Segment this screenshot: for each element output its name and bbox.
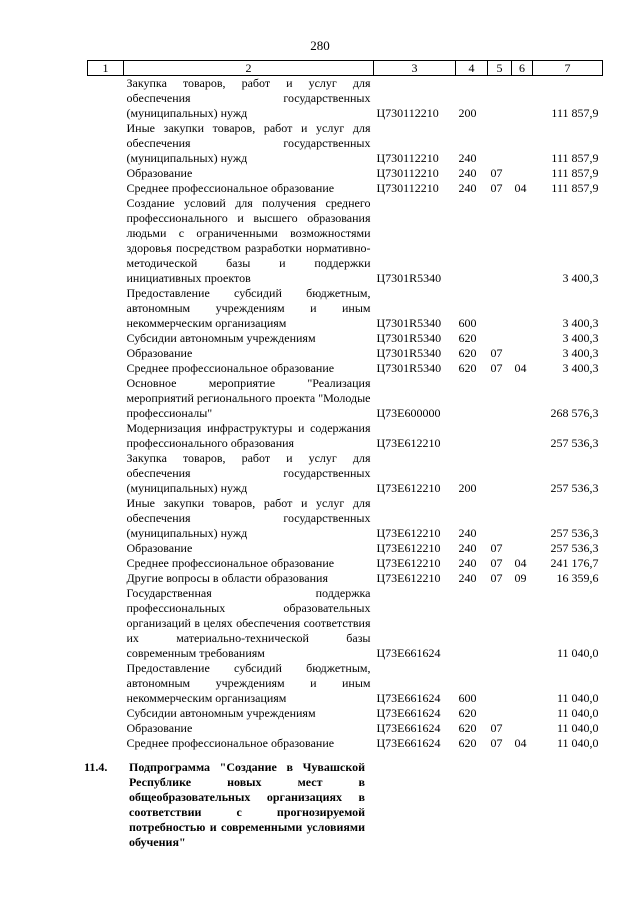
row-name: Закупка товаров, работ и услуг для обеспечения государственных (муниципальных) нужд [126, 451, 371, 495]
row-expense-type: 620 [458, 346, 477, 360]
row-target-code: Ц7301R5340 [376, 331, 442, 345]
row-subsection: 04 [514, 736, 527, 750]
table-row [88, 181, 603, 196]
row-subsection [512, 496, 533, 541]
column-header: 5 [488, 61, 512, 76]
row-section [488, 661, 512, 706]
row-expense-type: 620 [458, 361, 477, 375]
table-body [88, 76, 603, 752]
row-subsection [512, 121, 533, 166]
budget-table [87, 60, 603, 751]
row-number-cell [88, 706, 124, 721]
row-subsection [512, 661, 533, 706]
row-subsection [512, 166, 533, 181]
row-name: Иные закупки товаров, работ и услуг для обеспечения государственных (муниципальных) нужд [126, 121, 371, 165]
row-amount: 3 400,3 [562, 361, 599, 375]
row-section [488, 121, 512, 166]
row-amount: 16 359,6 [556, 571, 599, 585]
row-expense-type: 620 [458, 736, 477, 750]
row-section [488, 376, 512, 421]
row-subsection [512, 196, 533, 286]
row-target-code: Ц73Е612210 [376, 541, 441, 555]
row-subsection [512, 706, 533, 721]
row-amount: 268 576,3 [550, 406, 599, 420]
row-target-code: Ц7301R5340 [376, 316, 442, 330]
row-subsection: 04 [514, 556, 527, 570]
row-expense-type [456, 421, 488, 451]
row-name: Закупка товаров, работ и услуг для обеспечения государственных (муниципальных) нужд [126, 76, 371, 120]
row-target-code: Ц73Е661624 [376, 721, 441, 735]
row-section: 07 [490, 721, 503, 735]
row-expense-type: 600 [458, 316, 477, 330]
row-name: Модернизация инфраструктуры и содержания профессионального образования [126, 421, 371, 450]
row-section [488, 286, 512, 331]
table-row [88, 451, 603, 496]
row-name: Основное мероприятие "Реализация мероприятий регионального проекта "Молодые профессионалы" [126, 376, 371, 420]
row-subsection [512, 721, 533, 736]
row-section: 07 [490, 166, 503, 180]
row-expense-type: 200 [458, 106, 477, 120]
row-section: 07 [490, 736, 503, 750]
row-number-cell [88, 736, 124, 751]
row-subsection: 04 [514, 181, 527, 195]
row-amount: 3 400,3 [562, 271, 599, 285]
row-expense-type [456, 586, 488, 661]
row-target-code: Ц73Е661624 [376, 706, 441, 720]
row-number-cell [88, 331, 124, 346]
row-subsection: 09 [514, 571, 527, 585]
column-header: 3 [374, 61, 456, 76]
row-amount: 3 400,3 [562, 316, 599, 330]
row-subsection [512, 346, 533, 361]
table-row [88, 421, 603, 451]
subprogram-number: 11.4. [84, 760, 108, 774]
row-name: Субсидии автономным учреждениям [126, 331, 316, 345]
row-name: Образование [126, 166, 193, 180]
row-name: Субсидии автономным учреждениям [126, 706, 316, 720]
row-section [488, 196, 512, 286]
row-section: 07 [490, 181, 503, 195]
row-number-cell [88, 496, 124, 541]
row-number-cell [88, 121, 124, 166]
row-expense-type: 240 [458, 571, 477, 585]
row-amount: 111 857,9 [551, 166, 599, 180]
row-expense-type [456, 196, 488, 286]
row-target-code: Ц73Е612210 [376, 481, 441, 495]
row-number-cell [88, 661, 124, 706]
row-subsection [512, 451, 533, 496]
row-target-code: Ц7301R5340 [376, 361, 442, 375]
row-target-code: Ц73Е661624 [376, 691, 441, 705]
row-target-code: Ц730112210 [376, 106, 439, 120]
row-name: Среднее профессиональное образование [126, 736, 335, 750]
row-number-cell [88, 451, 124, 496]
row-name: Образование [126, 346, 193, 360]
row-amount: 241 176,7 [550, 556, 599, 570]
row-name: Другие вопросы в области образования [126, 571, 328, 585]
row-expense-type [456, 376, 488, 421]
row-subsection [512, 421, 533, 451]
table-row [88, 706, 603, 721]
table-row [88, 721, 603, 736]
row-amount: 111 857,9 [551, 151, 599, 165]
row-number-cell [88, 361, 124, 376]
row-section [488, 331, 512, 346]
row-target-code: Ц73Е661624 [376, 736, 441, 750]
row-number-cell [88, 721, 124, 736]
row-name: Образование [126, 541, 193, 555]
row-target-code: Ц73Е612210 [376, 556, 441, 570]
table-row [88, 376, 603, 421]
row-target-code: Ц730112210 [376, 166, 439, 180]
row-section [488, 496, 512, 541]
row-name: Предоставление субсидий бюджетным, автономным учреждениям и иным некоммерческим организациям [126, 661, 371, 705]
row-name: Среднее профессиональное образование [126, 556, 335, 570]
row-amount: 11 040,0 [556, 721, 599, 735]
row-amount: 257 536,3 [550, 526, 599, 540]
row-expense-type: 620 [458, 721, 477, 735]
table-row [88, 166, 603, 181]
row-number-cell [88, 181, 124, 196]
row-name: Образование [126, 721, 193, 735]
row-subsection [512, 586, 533, 661]
row-expense-type: 620 [458, 331, 477, 345]
row-target-code: Ц730112210 [376, 181, 439, 195]
row-name: Предоставление субсидий бюджетным, автономным учреждениям и иным некоммерческим организациям [126, 286, 371, 330]
row-target-code: Ц730112210 [376, 151, 439, 165]
row-target-code: Ц73Е600000 [376, 406, 441, 420]
table-row [88, 286, 603, 331]
row-section: 07 [490, 571, 503, 585]
row-subsection [512, 286, 533, 331]
row-expense-type: 620 [458, 706, 477, 720]
row-expense-type: 240 [458, 526, 477, 540]
row-subsection [512, 376, 533, 421]
row-name: Государственная поддержка профессиональных образовательных организаций в целях обеспечения соответствия их материально-технической базы современным требованиям [126, 586, 371, 660]
table-row [88, 346, 603, 361]
row-number-cell [88, 376, 124, 421]
row-subsection [512, 331, 533, 346]
row-amount: 257 536,3 [550, 481, 599, 495]
row-number-cell [88, 421, 124, 451]
row-amount: 111 857,9 [551, 181, 599, 195]
row-number-cell [88, 586, 124, 661]
table-row [88, 331, 603, 346]
row-section [488, 586, 512, 661]
row-section: 07 [490, 556, 503, 570]
row-name: Создание условий для получения среднего профессионального и высшего образования людьми с ограниченными возможностями здоровья посредством разработки нормативно-методической базы и поддержки инициативных проектов [126, 196, 371, 285]
row-target-code: Ц73Е612210 [376, 571, 441, 585]
row-expense-type: 240 [458, 181, 477, 195]
row-amount: 11 040,0 [556, 691, 599, 705]
row-expense-type: 240 [458, 541, 477, 555]
row-subsection [512, 76, 533, 122]
table-row [88, 736, 603, 751]
table-row [88, 361, 603, 376]
row-number-cell [88, 76, 124, 122]
table-row [88, 586, 603, 661]
row-number-cell [88, 196, 124, 286]
row-section [488, 421, 512, 451]
column-header: 7 [533, 61, 603, 76]
row-section: 07 [490, 541, 503, 555]
row-subsection: 04 [514, 361, 527, 375]
row-section: 07 [490, 361, 503, 375]
row-name: Иные закупки товаров, работ и услуг для обеспечения государственных (муниципальных) нужд [126, 496, 371, 540]
row-expense-type: 200 [458, 481, 477, 495]
table-row [88, 541, 603, 556]
row-number-cell [88, 541, 124, 556]
row-amount: 3 400,3 [562, 346, 599, 360]
table-row [88, 556, 603, 571]
page-number: 280 [310, 38, 330, 53]
table-header-row [88, 61, 603, 76]
row-amount: 3 400,3 [562, 331, 599, 345]
row-amount: 11 040,0 [556, 646, 599, 660]
row-expense-type: 240 [458, 151, 477, 165]
row-amount: 111 857,9 [551, 106, 599, 120]
row-amount: 257 536,3 [550, 541, 599, 555]
column-header: 4 [456, 61, 488, 76]
row-number-cell [88, 556, 124, 571]
table-row [88, 661, 603, 706]
table-row [88, 121, 603, 166]
row-number-cell [88, 286, 124, 331]
row-target-code: Ц73Е661624 [376, 646, 441, 660]
row-section [488, 451, 512, 496]
row-name: Среднее профессиональное образование [126, 181, 335, 195]
column-header: 1 [88, 61, 124, 76]
column-header: 6 [512, 61, 533, 76]
row-target-code: Ц73Е612210 [376, 436, 441, 450]
row-expense-type: 240 [458, 166, 477, 180]
row-amount: 11 040,0 [556, 736, 599, 750]
row-number-cell [88, 166, 124, 181]
table-row [88, 76, 603, 122]
row-amount: 11 040,0 [556, 706, 599, 720]
table-row [88, 571, 603, 586]
row-number-cell [88, 571, 124, 586]
subprogram-title: Подпрограмма "Создание в Чувашской Республике новых мест в общеобразовательных организациях в соответствии с прогнозируемой потребностью и современными условиями обучения" [129, 760, 365, 849]
row-target-code: Ц73Е612210 [376, 526, 441, 540]
column-header: 2 [124, 61, 374, 76]
row-section [488, 76, 512, 122]
row-section: 07 [490, 346, 503, 360]
row-name: Среднее профессиональное образование [126, 361, 335, 375]
row-amount: 257 536,3 [550, 436, 599, 450]
row-expense-type: 240 [458, 556, 477, 570]
row-section [488, 706, 512, 721]
row-expense-type: 600 [458, 691, 477, 705]
row-subsection [512, 541, 533, 556]
table-row [88, 496, 603, 541]
row-number-cell [88, 346, 124, 361]
row-target-code: Ц7301R5340 [376, 346, 442, 360]
row-target-code: Ц7301R5340 [376, 271, 442, 285]
table-row [88, 196, 603, 286]
